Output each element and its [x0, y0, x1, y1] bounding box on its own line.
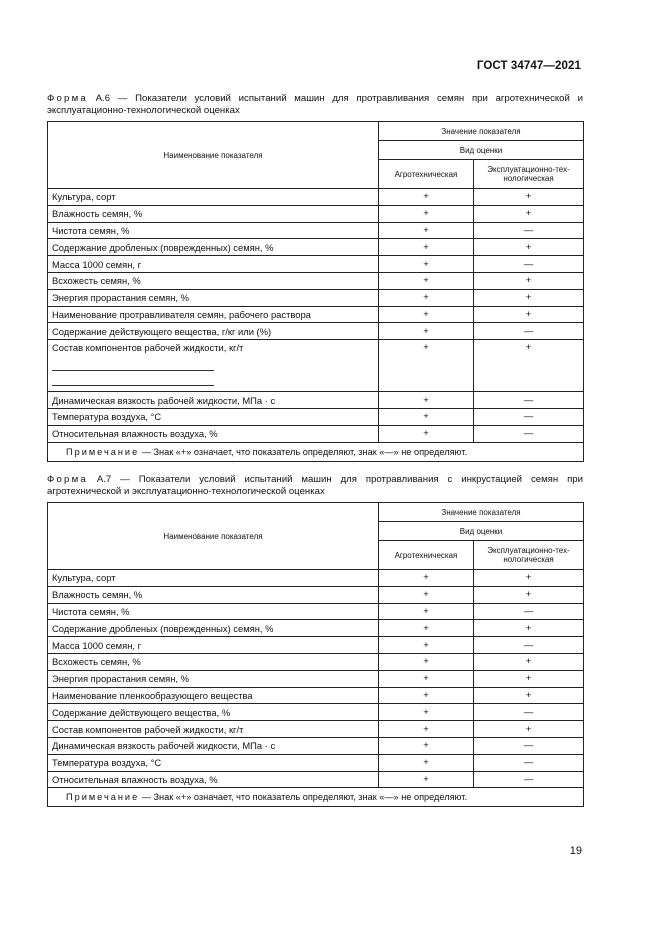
composition-cell: Состав компонентов рабочей жидкости, кг/т: [48, 340, 379, 392]
page-number: 19: [569, 845, 582, 857]
col-header-name: Наименование показателя: [48, 503, 379, 570]
col-header-ops: Эксплуатационно-тех- нологическая: [474, 160, 584, 189]
col-header-name: Наименование показателя: [48, 122, 379, 189]
col-header-assessment-type: Вид оценки: [379, 522, 584, 541]
col-header-agro: Агротехническая: [379, 160, 474, 189]
table-row: Энергия прорастания семян, % + +: [48, 289, 584, 306]
form-a7-title-text: А.7 — Показатели условий испытаний машин для протравливания с инкрустацией семян при агротехнической и эксплуатационно-технологической оценках: [47, 474, 583, 498]
col-header-assessment-type: Вид оценки: [379, 141, 584, 160]
table-row: Влажность семян, % + +: [48, 586, 584, 603]
table-row: Масса 1000 семян, г + —: [48, 256, 584, 273]
form-a6-label: Форма: [47, 93, 88, 104]
table-row: Энергия прорастания семян, % + +: [48, 670, 584, 687]
table-row: Динамическая вязкость рабочей жидкости, МПа · с + —: [48, 737, 584, 754]
table-row: Состав компонентов рабочей жидкости, кг/т + +: [48, 340, 584, 392]
table-row: Температура воздуха, °С + —: [48, 408, 584, 425]
table-row: Содержание дробленых (поврежденных) семян, % + +: [48, 239, 584, 256]
table-note: Примечание — Знак «+» означает, что показатель определяют, знак «—» не определяют.: [48, 442, 584, 461]
table-note: Примечание — Знак «+» означает, что показатель определяют, знак «—» не определяют.: [48, 788, 584, 807]
table-row: Относительная влажность воздуха, % + —: [48, 771, 584, 788]
table-row: Динамическая вязкость рабочей жидкости, МПа · с + —: [48, 392, 584, 409]
col-header-agro: Агротехническая: [379, 541, 474, 570]
table-row: Всхожесть семян, % + +: [48, 653, 584, 670]
table-row: Содержание действующего вещества, % + —: [48, 704, 584, 721]
table-row: Всхожесть семян, % + +: [48, 272, 584, 289]
table-row: Влажность семян, % + +: [48, 205, 584, 222]
col-header-value: Значение показателя: [379, 503, 584, 522]
table-row: Температура воздуха, °С + —: [48, 754, 584, 771]
standard-code: ГОСТ 34747—2021: [476, 60, 581, 72]
form-a6-title-text: А.6 — Показатели условий испытаний машин для протравливания семян при агротехнической и эксплуатационно-технологической оценках: [47, 93, 583, 117]
form-a6-table: [47, 121, 584, 462]
table-row: Относительная влажность воздуха, % + —: [48, 425, 584, 442]
col-header-value: Значение показателя: [379, 122, 584, 141]
table-row: Содержание действующего вещества, г/кг или (%) + —: [48, 323, 584, 340]
table-row: Культура, сорт + +: [48, 570, 584, 587]
table-row: Культура, сорт + +: [48, 189, 584, 206]
table-row: Чистота семян, % + —: [48, 603, 584, 620]
table-row: Наименование пленкообразующего вещества + +: [48, 687, 584, 704]
form-a7-table: [47, 502, 584, 807]
table-row: Содержание дробленых (поврежденных) семян, % + +: [48, 620, 584, 637]
table-row: Чистота семян, % + —: [48, 222, 584, 239]
form-a6-title: [47, 93, 583, 118]
table-row: Масса 1000 семян, г + —: [48, 637, 584, 654]
table-row: Состав компонентов рабочей жидкости, кг/т + +: [48, 721, 584, 738]
form-a7-title: [47, 474, 583, 499]
blank-entry-line: [52, 385, 214, 386]
form-a7-label: Форма: [47, 474, 88, 485]
col-header-ops: Эксплуатационно-тех- нологическая: [474, 541, 584, 570]
table-row: Наименование протравливателя семян, рабочего раствора + +: [48, 306, 584, 323]
